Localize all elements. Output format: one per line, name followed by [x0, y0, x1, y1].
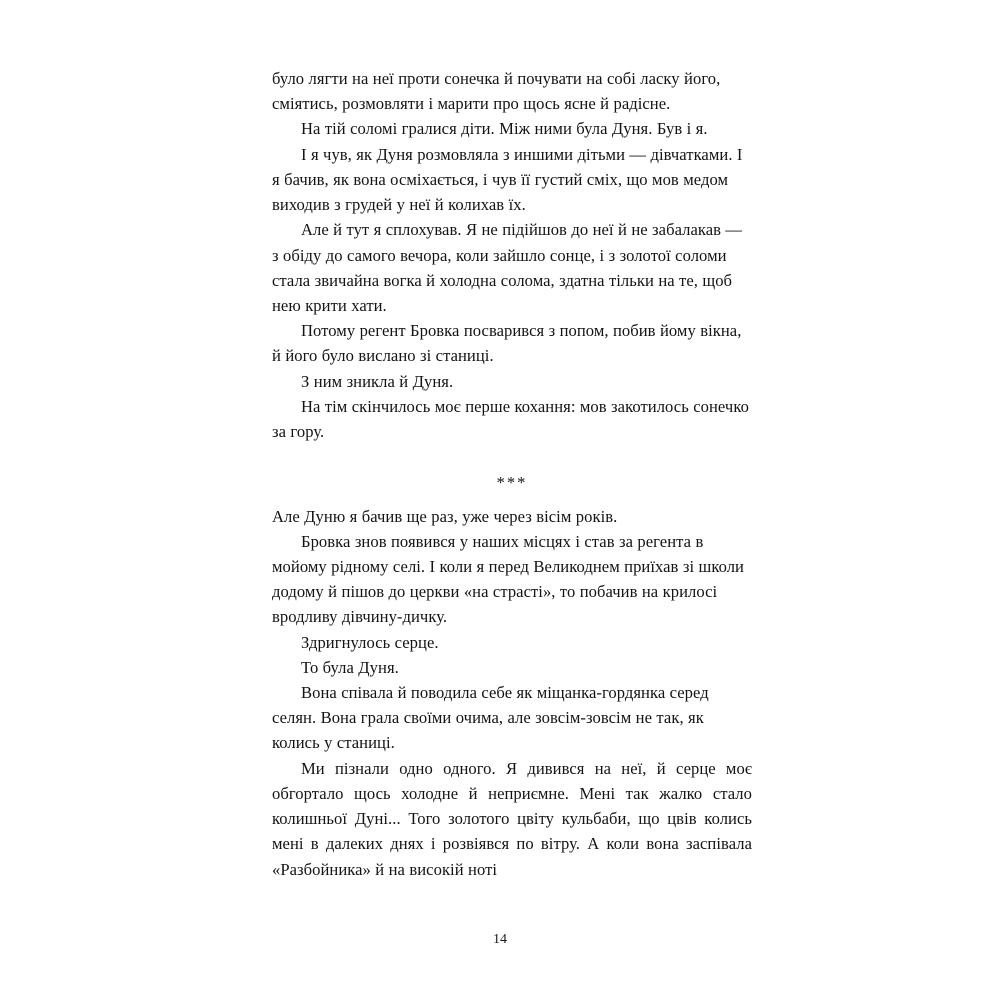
paragraph: То була Дуня. [301, 657, 399, 677]
paragraph: Потому регент Бровка посварився з попом, побив йому вікна, й його було вислано зі станиці. [272, 321, 742, 366]
paragraph: Але Дуню я бачив ще раз, уже через вісім років. [272, 506, 618, 526]
section-separator: *** [496, 473, 528, 493]
paragraph: На тій соломі гралися діти. Між ними була Дуня. Був і я. [301, 119, 708, 139]
paragraph: Здригнулось серце. [301, 632, 439, 652]
page-number: 14 [493, 932, 507, 947]
paragraph: Бровка знов появився у наших місцях і став за регента в мойому рідному селі. І коли я перед Великоднем приїхав зі школи додому й пішов до церкви «на страсті», то побачив на крилосі вродливу дівчину-дичку. [272, 531, 744, 627]
text-column [272, 66, 752, 882]
paragraph: І я чув, як Дуня розмовляла з иншими дітьми — дівчатками. І я бачив, як вона осміхається, і чув її густий сміх, що мов медом виходив з грудей у неї й колихав їх. [272, 144, 743, 215]
paragraph: Ми пізнали одно одного. Я дивився на неї, й серце моє обгортало щось холодне й неприємне. Мені так жалко стало колишньої Дуні... Того золотого цвіту кульбаби, що цвів колись мені в далеких днях і розвіявся по вітру. А коли вона заспівала «Разбойника» й на високій ноті [272, 758, 752, 879]
spacer [272, 444, 752, 470]
spacer [272, 496, 752, 504]
paragraph: було лягти на неї проти сонечка й почувати на собі ласку його, сміятись, розмовляти і марити про щось ясне й радісне. [272, 69, 721, 114]
paragraph: На тім скінчилось моє перше кохання: мов закотилось сонечко за гору. [272, 396, 749, 442]
paragraph: Але й тут я сплохував. Я не підійшов до неї й не забалакав — з обіду до самого вечора, коли зайшло сонце, і з золотої соломи стала звичайна вогка й холодна солома, здатна тільки на те, щоб нею крити хати. [272, 220, 743, 315]
paragraph: З ним зникла й Дуня. [301, 371, 454, 391]
paragraph: Вона співала й поводила себе як міщанка-гордянка серед селян. Вона грала своїми очима, але зовсім-зовсім не так, як колись у станиці. [272, 683, 709, 753]
